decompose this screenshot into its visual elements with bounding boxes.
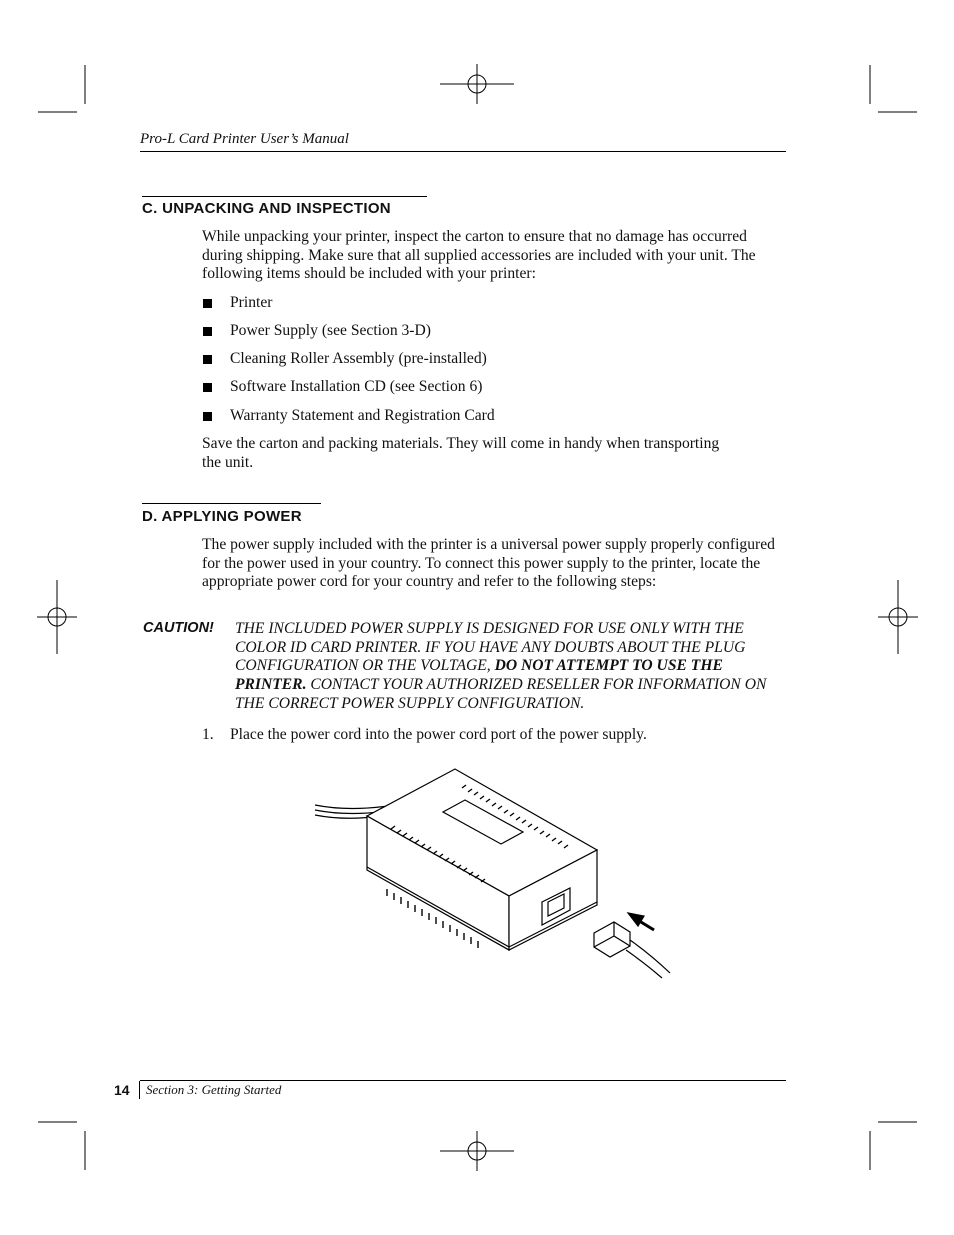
bullet-square-icon	[203, 355, 212, 364]
running-header: Pro-L Card Printer User’s Manual	[140, 131, 349, 147]
list-item-label: Software Installation CD (see Section 6)	[230, 378, 483, 395]
step-item	[202, 726, 647, 744]
caution-text-part-1: THE INCLUDED POWER SUPPLY IS DESIGNED FOR USE ONLY WITH THE COLOR ID CARD PRINTER. IF YOU HAVE ANY DOUBTS ABOUT THE PLUG CONFIGURATION OR THE VOLTAGE,	[235, 620, 746, 675]
section-c-closing: Save the carton and packing materials. They will come in handy when transporting the unit.	[202, 435, 720, 471]
list-item	[203, 407, 495, 426]
footer-rule	[140, 1080, 786, 1081]
footer-section-title: Section 3: Getting Started	[146, 1082, 282, 1097]
footer-divider	[139, 1081, 140, 1099]
caution-warning-emphasis: DO NOT ATTEMPT TO USE THE PRINTER.	[235, 657, 723, 694]
section-d-rule	[142, 503, 321, 504]
list-item	[203, 378, 482, 397]
list-item-label: Printer	[230, 294, 273, 311]
section-d-heading: D. APPLYING POWER	[142, 508, 302, 525]
section-c-intro: While unpacking your printer, inspect the carton to ensure that no damage has occurred during shipping. Make sure that all supplied accessories are included with your unit. The following items should be included with your printer:	[202, 228, 756, 283]
list-item-label: Power Supply (see Section 3-D)	[230, 322, 431, 339]
bullet-square-icon	[203, 383, 212, 392]
section-c-heading: C. UNPACKING AND INSPECTION	[142, 200, 391, 217]
section-c-rule	[142, 196, 427, 197]
list-item-label: Cleaning Roller Assembly (pre-installed)	[230, 350, 487, 367]
list-item	[203, 322, 431, 341]
power-supply-illustration	[300, 760, 680, 980]
section-d-intro: The power supply included with the printer is a universal power supply properly configured for the power used in your country. To connect this power supply to the printer, locate the appropriate power cord for your country and refer to the following steps:	[202, 536, 775, 591]
list-item-label: Warranty Statement and Registration Card	[230, 407, 495, 424]
bullet-square-icon	[203, 299, 212, 308]
step-text: Place the power cord into the power cord port of the power supply.	[230, 726, 647, 743]
header-rule	[140, 151, 786, 152]
caution-text	[235, 620, 785, 714]
page-number: 14	[114, 1082, 130, 1098]
bullet-square-icon	[203, 412, 212, 421]
caution-text-part-2: CONTACT YOUR AUTHORIZED RESELLER FOR INFORMATION ON THE CORRECT POWER SUPPLY CONFIGURATION.	[235, 676, 767, 712]
caution-label: CAUTION!	[143, 620, 214, 636]
bullet-square-icon	[203, 327, 212, 336]
step-number: 1.	[202, 726, 214, 743]
list-item	[203, 294, 272, 313]
list-item	[203, 350, 487, 369]
